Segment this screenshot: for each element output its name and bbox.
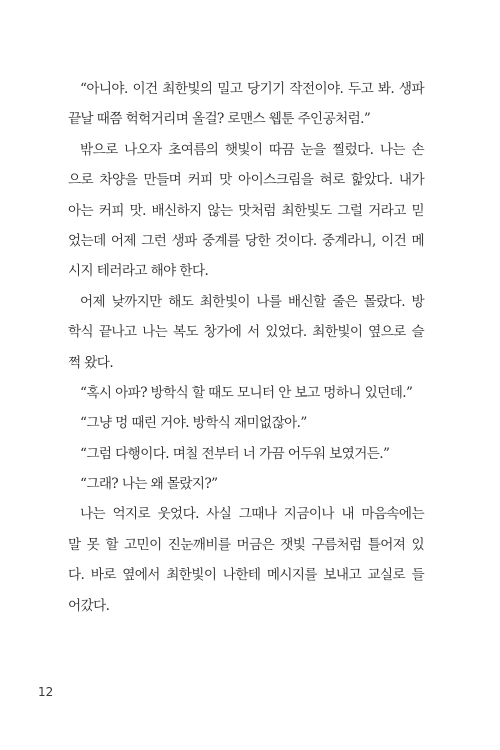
text-line: 었는데 어제 그런 생파 중계를 당한 것이다. 중계라니, 이건 메: [68, 232, 424, 249]
text-line: 나는 억지로 웃었다. 사실 그때나 지금이나 내 마음속에는: [80, 506, 424, 523]
text-line: “그래? 나는 왜 몰랐지?”: [80, 476, 218, 493]
text-line: 학식 끝나고 나는 복도 창가에 서 있었다. 최한빛이 옆으로 슬: [68, 324, 424, 341]
text-line: 말 못 할 고민이 진눈깨비를 머금은 잿빛 구름처럼 틀어져 있: [68, 536, 424, 553]
text-line: 시지 테러라고 해야 한다.: [68, 263, 209, 280]
text-line: 어갔다.: [68, 597, 110, 614]
text-line: 끝날 때쯤 헉헉거리며 올걸? 로맨스 웹툰 주인공처럼.”: [68, 111, 371, 128]
page-number: 12: [38, 685, 54, 699]
text-line: 다. 바로 옆에서 최한빛이 나한테 메시지를 보내고 교실로 들: [68, 567, 424, 584]
text-line: “그냥 멍 때린 거야. 방학식 재미없잖아.”: [80, 415, 307, 432]
text-line: 밖으로 나오자 초여름의 햇빛이 따끔 눈을 찔렀다. 나는 손: [80, 141, 424, 158]
body-text: [68, 74, 424, 621]
text-line: 어제 낮까지만 해도 최한빛이 나를 배신할 줄은 몰랐다. 방: [80, 293, 424, 310]
text-line: 으로 차양을 만들며 커피 맛 아이스크림을 혀로 핥았다. 내가: [68, 172, 424, 189]
text-line: “혹시 아파? 방학식 할 때도 모니터 안 보고 멍하니 있던데.”: [80, 384, 413, 401]
text-line: 아는 커피 맛. 배신하지 않는 맛처럼 최한빛도 그럴 거라고 믿: [68, 202, 424, 219]
text-line: 쩍 왔다.: [68, 354, 114, 371]
text-line: “그럼 다행이다. 며칠 전부터 너 가끔 어두워 보였거든.”: [80, 445, 390, 462]
text-line: “아니야. 이건 최한빛의 밀고 당기기 작전이야. 두고 봐. 생파: [80, 81, 424, 97]
